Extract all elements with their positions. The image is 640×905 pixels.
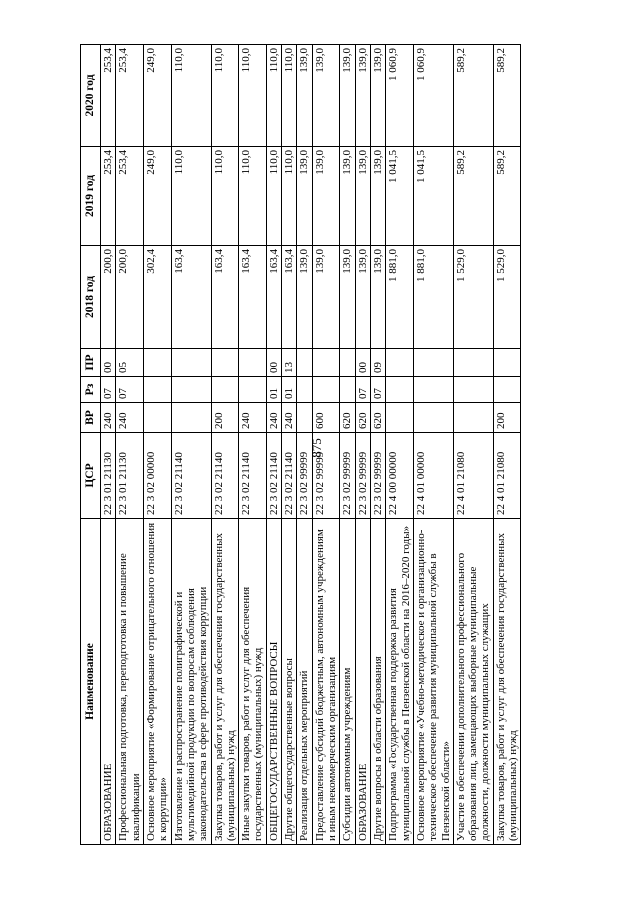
cell-2020: 139,0 <box>370 45 385 147</box>
table-row <box>355 45 370 845</box>
cell-csr: 22 3 02 99999 <box>370 433 385 519</box>
table-row <box>453 45 493 845</box>
cell-2018: 139,0 <box>355 246 370 349</box>
cell-rz: 07 <box>101 377 116 403</box>
rotated-table-container <box>80 45 618 845</box>
cell-2018: 1 529,0 <box>493 246 521 349</box>
cell-2020: 110,0 <box>171 45 211 147</box>
cell-2018: 163,4 <box>171 246 211 349</box>
cell-vr <box>453 403 493 433</box>
header-csr: ЦСР <box>81 433 101 519</box>
cell-vr <box>143 403 171 433</box>
cell-2019: 110,0 <box>171 147 211 246</box>
cell-pr: 00 <box>266 349 281 377</box>
cell-2020: 253,4 <box>101 45 116 147</box>
cell-pr: 00 <box>355 349 370 377</box>
cell-2019: 110,0 <box>239 147 267 246</box>
cell-pr: 00 <box>101 349 116 377</box>
cell-rz: 07 <box>355 377 370 403</box>
cell-name: Предоставление субсидий бюджетным, автономным учреждениям и иным некоммерческим организациям <box>312 519 340 845</box>
cell-vr: 240 <box>116 403 144 433</box>
cell-name: Подпрограмма «Государственная поддержка развития муниципальной службы в Пензенской области на 2016–2020 годы» <box>386 519 414 845</box>
cell-vr: 240 <box>282 403 297 433</box>
cell-name: ОБРАЗОВАНИЕ <box>355 519 370 845</box>
cell-vr <box>297 403 312 433</box>
cell-2020: 139,0 <box>340 45 355 147</box>
cell-2019: 139,0 <box>312 147 340 246</box>
cell-2018: 139,0 <box>297 246 312 349</box>
cell-csr: 22 4 01 21080 <box>493 433 521 519</box>
cell-rz: 07 <box>116 377 144 403</box>
cell-2019: 110,0 <box>282 147 297 246</box>
cell-csr: 22 3 02 99999 <box>297 433 312 519</box>
header-name: Наименование <box>81 519 101 845</box>
cell-vr: 600 <box>312 403 340 433</box>
cell-rz <box>211 377 239 403</box>
cell-csr: 22 3 02 21140 <box>282 433 297 519</box>
cell-2019: 253,4 <box>101 147 116 246</box>
cell-pr <box>413 349 453 377</box>
table-header-row <box>81 45 101 845</box>
cell-pr: 13 <box>282 349 297 377</box>
cell-csr: 22 3 01 21130 <box>101 433 116 519</box>
cell-rz <box>297 377 312 403</box>
table-row <box>171 45 211 845</box>
table-row <box>239 45 267 845</box>
cell-name: Профессиональная подготовка, переподготовка и повышение квалификации <box>116 519 144 845</box>
cell-2018: 139,0 <box>340 246 355 349</box>
cell-vr <box>386 403 414 433</box>
cell-name: Другие общегосударственные вопросы <box>282 519 297 845</box>
header-2018: 2018 год <box>81 246 101 349</box>
cell-csr: 22 3 02 99999 <box>355 433 370 519</box>
cell-2020: 139,0 <box>312 45 340 147</box>
cell-rz: 01 <box>266 377 281 403</box>
cell-2019: 139,0 <box>340 147 355 246</box>
cell-2018: 1 529,0 <box>453 246 493 349</box>
cell-vr: 620 <box>355 403 370 433</box>
table-row <box>493 45 521 845</box>
cell-2020: 110,0 <box>266 45 281 147</box>
cell-name: Закупка товаров, работ и услуг для обеспечения государственных (муниципальных) нужд <box>493 519 521 845</box>
cell-pr <box>297 349 312 377</box>
table-row <box>386 45 414 845</box>
cell-2018: 163,4 <box>211 246 239 349</box>
cell-2018: 163,4 <box>282 246 297 349</box>
cell-rz <box>340 377 355 403</box>
cell-pr <box>493 349 521 377</box>
cell-2020: 249,0 <box>143 45 171 147</box>
table-row <box>312 45 340 845</box>
cell-2020: 110,0 <box>239 45 267 147</box>
cell-name: ОБРАЗОВАНИЕ <box>101 519 116 845</box>
cell-pr <box>239 349 267 377</box>
cell-2018: 163,4 <box>239 246 267 349</box>
cell-vr: 240 <box>101 403 116 433</box>
table-row <box>266 45 281 845</box>
table-row <box>413 45 453 845</box>
cell-name: Изготовление и распространение полиграфической и мультимедийной продукции по вопросам соблюдения законодательства в сфере противодействия коррупции <box>171 519 211 845</box>
cell-2018: 139,0 <box>312 246 340 349</box>
table-row <box>370 45 385 845</box>
cell-2020: 1 060,9 <box>386 45 414 147</box>
cell-2018: 302,4 <box>143 246 171 349</box>
cell-vr: 620 <box>370 403 385 433</box>
cell-csr: 22 3 01 21130 <box>116 433 144 519</box>
cell-vr: 240 <box>266 403 281 433</box>
cell-csr: 22 4 00 00000 <box>386 433 414 519</box>
cell-csr: 22 3 02 21140 <box>211 433 239 519</box>
cell-vr: 620 <box>340 403 355 433</box>
cell-pr <box>340 349 355 377</box>
cell-csr: 22 3 02 99999 <box>312 433 340 519</box>
cell-rz: 01 <box>282 377 297 403</box>
cell-rz <box>493 377 521 403</box>
table-row <box>101 45 116 845</box>
cell-csr: 22 3 02 21140 <box>239 433 267 519</box>
cell-2018: 139,0 <box>370 246 385 349</box>
cell-2020: 253,4 <box>116 45 144 147</box>
cell-2020: 110,0 <box>282 45 297 147</box>
table-row <box>282 45 297 845</box>
cell-2019: 139,0 <box>355 147 370 246</box>
cell-2019: 589,2 <box>453 147 493 246</box>
cell-2019: 139,0 <box>297 147 312 246</box>
cell-2018: 200,0 <box>116 246 144 349</box>
cell-rz <box>239 377 267 403</box>
header-pr: ПР <box>81 349 101 377</box>
cell-vr <box>413 403 453 433</box>
cell-pr <box>211 349 239 377</box>
cell-pr <box>453 349 493 377</box>
cell-2020: 139,0 <box>355 45 370 147</box>
cell-rz <box>453 377 493 403</box>
cell-rz <box>312 377 340 403</box>
table-row <box>211 45 239 845</box>
cell-csr: 22 4 01 21080 <box>453 433 493 519</box>
cell-pr <box>312 349 340 377</box>
budget-table <box>80 44 521 845</box>
cell-name: Иные закупки товаров, работ и услуг для обеспечения государственных (муниципальных) нужд <box>239 519 267 845</box>
cell-name: Субсидии автономным учреждениям <box>340 519 355 845</box>
cell-csr: 22 3 02 00000 <box>143 433 171 519</box>
cell-name: Основное мероприятие «Формирование отрицательного отношения к коррупции» <box>143 519 171 845</box>
table-body <box>101 45 521 845</box>
cell-csr: 22 3 02 21140 <box>171 433 211 519</box>
header-vr: ВР <box>81 403 101 433</box>
cell-pr: 05 <box>116 349 144 377</box>
cell-pr <box>386 349 414 377</box>
table-row <box>340 45 355 845</box>
cell-rz <box>171 377 211 403</box>
cell-rz <box>413 377 453 403</box>
cell-pr: 09 <box>370 349 385 377</box>
cell-2020: 589,2 <box>453 45 493 147</box>
cell-rz <box>143 377 171 403</box>
table-row <box>297 45 312 845</box>
cell-name: ОБЩЕГОСУДАРСТВЕННЫЕ ВОПРОСЫ <box>266 519 281 845</box>
cell-2018: 200,0 <box>101 246 116 349</box>
header-2019: 2019 год <box>81 147 101 246</box>
cell-2019: 1 041,5 <box>386 147 414 246</box>
page-number: 875 <box>309 438 324 458</box>
cell-name: Закупка товаров, работ и услуг для обеспечения государственных (муниципальных) нужд <box>211 519 239 845</box>
cell-name: Участие в обеспечении дополнительного профессионального образования лиц, замещающих выборные муниципальные должности, должности муниципальных служащих <box>453 519 493 845</box>
cell-2018: 1 881,0 <box>413 246 453 349</box>
cell-name: Основное мероприятие «Учебно-методическое и организационно-техническое обеспечение развития муниципальной службы в Пензенской области» <box>413 519 453 845</box>
cell-csr: 22 4 01 00000 <box>413 433 453 519</box>
header-rz: Рз <box>81 377 101 403</box>
cell-pr <box>143 349 171 377</box>
cell-2019: 110,0 <box>211 147 239 246</box>
cell-csr: 22 3 02 21140 <box>266 433 281 519</box>
cell-2019: 110,0 <box>266 147 281 246</box>
cell-vr: 240 <box>239 403 267 433</box>
cell-name: Другие вопросы в области образования <box>370 519 385 845</box>
cell-pr <box>171 349 211 377</box>
cell-2019: 249,0 <box>143 147 171 246</box>
cell-2019: 253,4 <box>116 147 144 246</box>
cell-2018: 1 881,0 <box>386 246 414 349</box>
cell-name: Реализация отдельных мероприятий <box>297 519 312 845</box>
cell-csr: 22 3 02 99999 <box>340 433 355 519</box>
header-2020: 2020 год <box>81 45 101 147</box>
cell-2019: 1 041,5 <box>413 147 453 246</box>
table-row <box>143 45 171 845</box>
cell-2020: 589,2 <box>493 45 521 147</box>
cell-vr <box>171 403 211 433</box>
cell-vr: 200 <box>211 403 239 433</box>
table-row <box>116 45 144 845</box>
cell-rz: 07 <box>370 377 385 403</box>
cell-2020: 1 060,9 <box>413 45 453 147</box>
cell-2020: 110,0 <box>211 45 239 147</box>
cell-rz <box>386 377 414 403</box>
cell-2019: 139,0 <box>370 147 385 246</box>
cell-2019: 589,2 <box>493 147 521 246</box>
cell-vr: 200 <box>493 403 521 433</box>
cell-2020: 139,0 <box>297 45 312 147</box>
cell-2018: 163,4 <box>266 246 281 349</box>
